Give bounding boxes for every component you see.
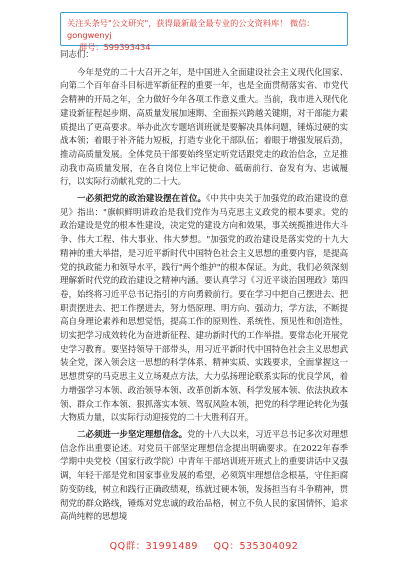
paragraph-3-text: 党的十八大以来，习近平总书记多次对理想信念作出重要论述。对党员干部坚定理想信念提出明确要求。在2022年春季学期中央党校（国家行政学院）中青年干部培训班开班式上的重要讲话中又强调，年轻干部是党和国家事业发展的希望，必须筑牢理想信念根基，守住拒腐防变防线，树立和践行正确政绩观，练就过硬本领，发扬担当有斗争精神，贯彻党的群众路线，锤炼对党忠诚的政治品格，树立不负人民的家国情怀，追求高尚纯粹的思想境 [60,429,348,523]
paragraph-3 [60,429,348,525]
page-footer [0,538,408,552]
banner-line-1: 关注头条号"公文研究"，获得最新最全最专业的公文资料库！ 微信：gongwenyj [67,18,315,40]
document-body [60,49,348,528]
paragraph-3-heading: 二必须进一步坚定理想信念。 [77,429,188,440]
banner-line-2: 群号：599393434 [79,42,151,52]
paragraph-1 [60,67,348,190]
paragraph-2 [60,193,348,426]
greeting: 同志们： [60,50,94,60]
promo-banner [60,12,348,52]
paragraph-2-heading: 一必须把党的政治建设摆在首位。 [77,194,207,205]
footer-qq-group: QQ群：31991489 [109,541,198,552]
footer-qq: QQ：535304092 [213,541,299,552]
paragraph-2-text: 《中共中央关于加强党的政治建设的意见》指出："旗帜鲜明讲政治是我们党作为马克思主义政党的根本要求。党的政治建设是党的根本性建设，决定党的建设方向和效果，事关统揽推进伟大斗争、伟大工程、伟大事业、伟大梦想。"加强党的政治建设是落实党的十九大精神的重大举措，是习近平新时代中国特色社会主义思想的重要内容，是提高党的执政能力和领导水平，践行"两个维护"的根本保证。为此，我们必须深刻理解新时代党的政治建设之精神内涵。要认真学习《习近平谈治国理政》第四卷，始终将习近平总书记指引的方向勇毅前行。要在学习中把自己摆进去、把职责摆进去、把工作摆进去，努力悟原理、明方向、强动力，学方法，不断提高自身理论素养和思想觉悟，提高工作的原则性、系统性、预见性和创造性，切实把学习成效转化为奋进新征程、建功新时代的工作举措。要常态化开展党史学习教育。要坚持领导干部带头，用习近平新时代中国特色社会主义思想武装全党，深入领会这一思想的科学体系、精神实质、实践要求，全面掌握这一思想贯穿的马克思主义立场观点方法，大力弘扬理论联系实际的优良学风，着力增强学习本领、政治领导本领、改革创新本领、科学发展本领、依法执政本领、群众工作本领、狠抓落实本领、驾驭风险本领，把党的科学理论转化为强大物质力量，以实际行动迎接党的二十大胜利召开。 [60,194,348,424]
paragraph-1-text: 今年是党的二十大召开之年，是中国进入全面建设社会主义现代化国家、向第二个百年奋斗目标进军新征程的重要一年，也是全面贯彻落实省、市党代会精神的开局之年，全力做好今年各项工作意义重大。当前，我市进入现代化建设新征程起步期、高质量发展加速期、全面振兴跨越关键期，对干部能力素质提出了更高要求。举办此次专题培训班就是要解决具体问题，锤炼过硬的实战本领；着眼于补齐能力短板，打造专业化干部队伍；着眼于增强发展后劲，推动高质量发展。全体党员干部要始终坚定听党话跟党走的政治信念，立足推动我市高质量发展，在各自岗位上牢记使命、砥砺前行、奋发有为、忠诚履行，以实际行动献礼党的二十大。 [60,67,348,188]
